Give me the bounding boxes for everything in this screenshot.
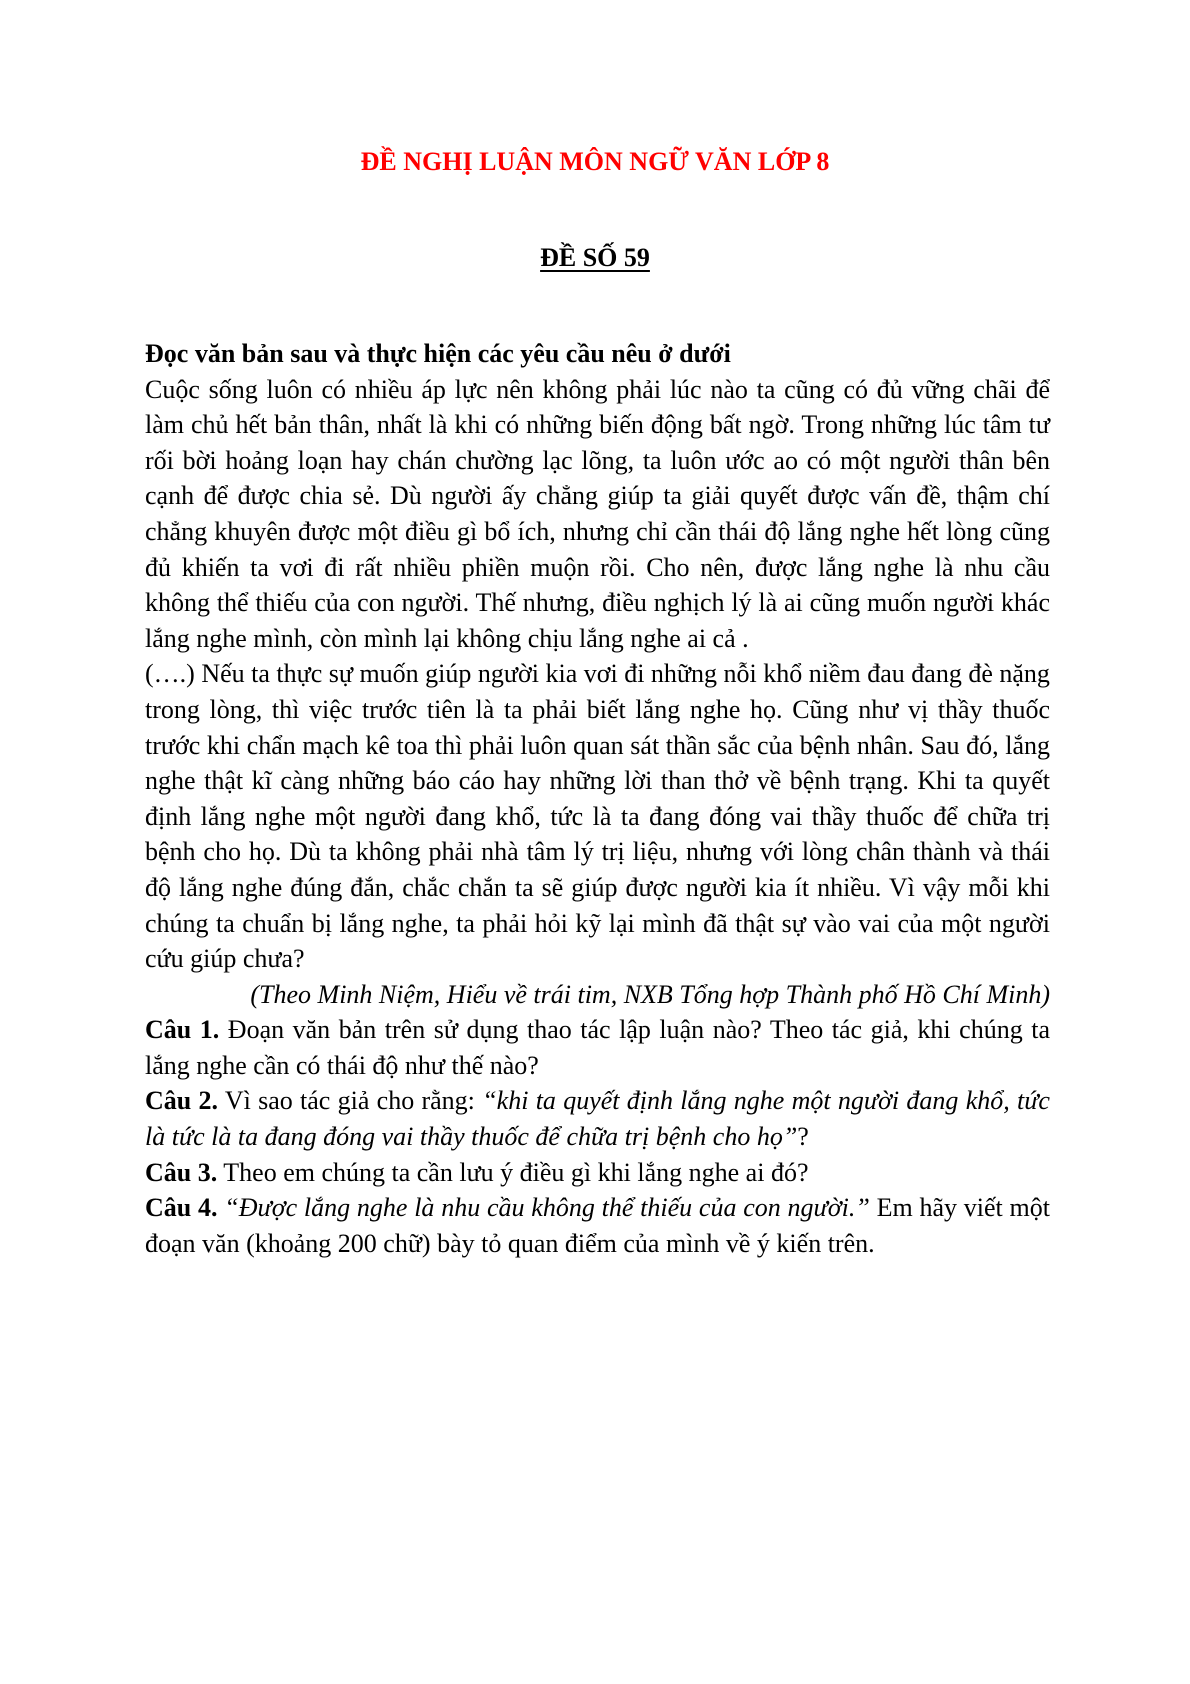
- document-title: ĐỀ NGHỊ LUẬN MÔN NGỮ VĂN LỚP 8: [360, 147, 830, 176]
- question-4-label: Câu 4.: [145, 1193, 218, 1223]
- question-3-label: Câu 3.: [145, 1157, 218, 1187]
- question-2-label: Câu 2.: [145, 1086, 219, 1116]
- passage-paragraph-1: Cuộc sống luôn có nhiều áp lực nên không phải lúc nào ta cũng có đủ vững chãi để làm chủ hết bản thân, nhất là khi có những biến động bất ngờ. Trong những lúc tâm tư rối bời hoảng loạn hay chán chường lạc lõng, ta luôn ước ao có một người thân bên cạnh để được chia sẻ. Dù người ấy chẳng giúp ta giải quyết được vấn đề, thậm chí chẳng khuyên được một điều gì bổ ích, nhưng chỉ cần thái độ lắng nghe hết lòng cũng đủ khiến ta vơi đi rất nhiều phiền muộn rồi. Cho nên, được lắng nghe là nhu cầu không thể thiếu của con người. Thế nhưng, điều nghịch lý là ai cũng muốn người khác lắng nghe mình, còn mình lại không chịu lắng nghe ai cả .: [145, 374, 1050, 653]
- question-3: [145, 1155, 1050, 1191]
- question-2: [145, 1083, 1050, 1154]
- passage-paragraph-2-start: (….) Nếu ta thực sự muốn giúp người kia vơi đi những nỗi khổ niềm đau đang đè nặng: [145, 659, 1050, 689]
- passage-source: (Theo Minh Niệm, Hiểu về trái tim, NXB Tổng hợp Thành phố Hồ Chí Minh): [250, 979, 1050, 1009]
- question-3-text: Theo em chúng ta cần lưu ý điều gì khi lắng nghe ai đó?: [217, 1157, 809, 1187]
- question-4-text: Em hãy viết một đoạn văn (khoảng 200 chữ) bày tỏ quan điểm của mình về ý kiến trên.: [145, 1193, 1050, 1258]
- document-body: [145, 336, 1050, 1261]
- question-1-label: Câu 1.: [145, 1015, 220, 1045]
- instruction-heading: Đọc văn bản sau và thực hiện các yêu cầu nêu ở dưới: [145, 339, 731, 368]
- question-2-end: ?: [797, 1122, 809, 1152]
- question-2-quote: “khi ta quyết định lắng nghe một người đang khổ, tức là tức là ta đang đóng vai thầy thuốc để chữa trị bệnh cho họ”: [145, 1086, 1050, 1152]
- exam-number: ĐỀ SỐ 59: [540, 243, 650, 272]
- question-1-text: Đoạn văn bản trên sử dụng thao tác lập luận nào? Theo tác giả, khi chúng ta lắng nghe cần có thái độ như thế nào?: [145, 1015, 1050, 1080]
- question-4: [145, 1190, 1050, 1261]
- question-2-text: Vì sao tác giả cho rằng:: [218, 1086, 483, 1116]
- passage-paragraph-2-rest: trong lòng, thì việc trước tiên là ta phải biết lắng nghe họ. Cũng như vị thầy thuốc trước khi chẩn mạch kê toa thì phải luôn quan sát thần sắc của bệnh nhân. Sau đó, lắng nghe thật kĩ càng những báo cáo hay những lời than thở về bệnh trạng. Khi ta quyết định lắng nghe một người đang khổ, tức là ta đang đóng vai thầy thuốc để chữa trị bệnh cho họ. Dù ta không phải nhà tâm lý trị liệu, nhưng với lòng chân thành và thái độ lắng nghe đúng đắn, chắc chắn ta sẽ giúp được người kia ít nhiều. Vì vậy mỗi khi chúng ta chuẩn bị lắng nghe, ta phải hỏi kỹ lại mình đã thật sự vào vai của một người cứu giúp chưa?: [145, 694, 1050, 974]
- question-1: [145, 1012, 1050, 1083]
- question-4-quote: “Được lắng nghe là nhu cầu không thể thiếu của con người.”: [217, 1193, 870, 1223]
